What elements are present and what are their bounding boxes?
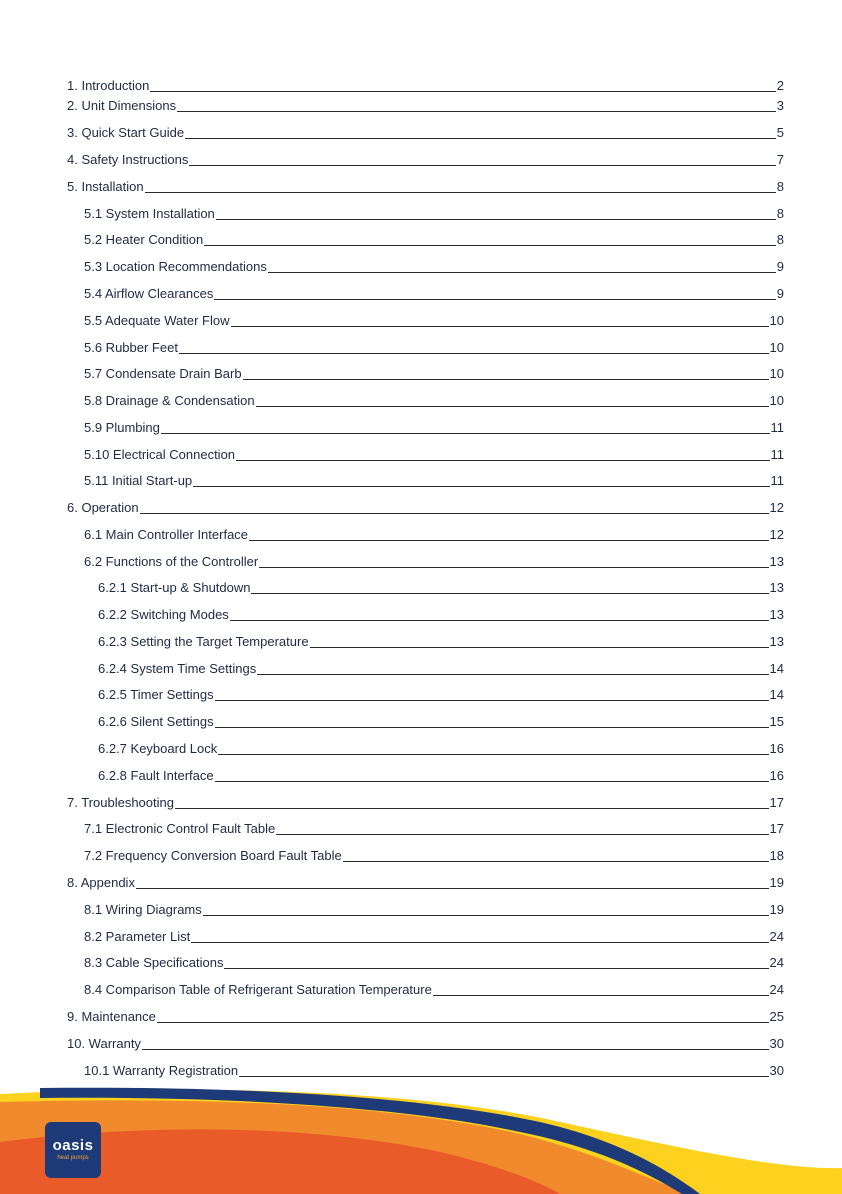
toc-entry-title: 6. Operation: [67, 500, 139, 515]
toc-entry-page: 16: [769, 768, 784, 783]
toc-entry-title: 6.2.1 Start-up & Shutdown: [98, 580, 251, 595]
toc-entry-page: 24: [769, 982, 784, 997]
toc-entry-title: 9. Maintenance: [67, 1009, 156, 1024]
toc-leader-line: [191, 942, 768, 943]
toc-entry-title: 6.2.5 Timer Settings: [98, 687, 214, 702]
toc-leader-line: [179, 353, 769, 354]
toc-entry-title: 6.2 Functions of the Controller: [84, 554, 259, 569]
toc-entry-title: 7. Troubleshooting: [67, 795, 174, 810]
toc-entry-page: 3: [776, 98, 784, 113]
toc-leader-line: [175, 808, 769, 809]
toc-leader-line: [268, 272, 776, 273]
toc-entry-page: 8: [776, 232, 784, 247]
toc-entry[interactable]: [84, 365, 784, 381]
toc-leader-line: [215, 727, 769, 728]
logo-sub-text: heat pumps: [57, 1155, 89, 1161]
toc-entry[interactable]: [84, 847, 784, 863]
toc-entry[interactable]: [84, 981, 784, 997]
toc-leader-line: [142, 1049, 769, 1050]
toc-entry-page: 13: [769, 580, 784, 595]
toc-entry-page: 30: [769, 1036, 784, 1051]
toc-leader-line: [215, 700, 769, 701]
toc-entry-page: 8: [776, 179, 784, 194]
toc-entry-page: 11: [770, 447, 784, 462]
toc-entry-title: 6.2.6 Silent Settings: [98, 714, 214, 729]
toc-entry[interactable]: [98, 713, 784, 729]
toc-entry-page: 10: [769, 313, 784, 328]
toc-entry-title: 4. Safety Instructions: [67, 152, 189, 167]
toc-entry[interactable]: [84, 258, 784, 274]
toc-leader-line: [140, 513, 769, 514]
toc-entry[interactable]: [84, 285, 784, 301]
toc-entry-title: 8. Appendix: [67, 875, 135, 890]
toc-leader-line: [203, 915, 769, 916]
toc-entry-page: 25: [769, 1009, 784, 1024]
toc-entry[interactable]: [98, 740, 784, 756]
toc-entry[interactable]: [84, 472, 784, 488]
toc-entry-title: 5.6 Rubber Feet: [84, 340, 178, 355]
toc-entry-page: 13: [769, 607, 784, 622]
toc-entry-page: 17: [769, 821, 784, 836]
toc-entry[interactable]: [84, 392, 784, 408]
toc-entry-page: 12: [769, 527, 784, 542]
toc-leader-line: [433, 995, 769, 996]
toc-entry-page: 10: [769, 366, 784, 381]
toc-leader-line: [189, 165, 775, 166]
toc-entry-page: 10: [769, 340, 784, 355]
toc-entry[interactable]: [98, 686, 784, 702]
toc-entry-page: 10: [769, 393, 784, 408]
toc-entry-page: 11: [770, 473, 784, 488]
toc-entry-page: 16: [769, 741, 784, 756]
toc-entry-title: 8.4 Comparison Table of Refrigerant Saturation Temperature: [84, 982, 432, 997]
toc-entry[interactable]: [67, 794, 784, 810]
toc-entry[interactable]: [98, 633, 784, 649]
toc-entry-title: 5.1 System Installation: [84, 206, 215, 221]
toc-entry-page: 18: [769, 848, 784, 863]
toc-entry-title: 5.5 Adequate Water Flow: [84, 313, 230, 328]
toc-entry-title: 5.2 Heater Condition: [84, 232, 204, 247]
toc-entry[interactable]: [84, 312, 784, 328]
toc-entry-page: 7: [776, 152, 784, 167]
toc-leader-line: [310, 647, 769, 648]
toc-entry[interactable]: [84, 339, 784, 355]
toc-leader-line: [343, 861, 769, 862]
toc-leader-line: [177, 111, 776, 112]
toc-entry-page: 19: [769, 875, 784, 890]
toc-entry-title: 6.2.8 Fault Interface: [98, 768, 214, 783]
toc-entry-title: 5.10 Electrical Connection: [84, 447, 236, 462]
toc-entry-page: 9: [776, 286, 784, 301]
toc-leader-line: [161, 433, 770, 434]
toc-entry-page: 24: [769, 955, 784, 970]
toc-entry-title: 6.1 Main Controller Interface: [84, 527, 249, 542]
toc-leader-line: [251, 593, 768, 594]
footer-wave: [0, 1082, 842, 1194]
toc-leader-line: [218, 754, 768, 755]
toc-entry-page: 13: [769, 634, 784, 649]
toc-leader-line: [256, 406, 769, 407]
toc-entry-page: 13: [769, 554, 784, 569]
toc-entry[interactable]: [84, 231, 784, 247]
oasis-logo: [45, 1122, 101, 1178]
toc-entry[interactable]: [67, 1035, 784, 1051]
toc-entry-title: 1. Introduction: [67, 78, 150, 93]
toc-entry-title: 6.2.2 Switching Modes: [98, 607, 229, 622]
toc-leader-line: [249, 540, 769, 541]
toc-entry[interactable]: [84, 446, 784, 462]
toc-leader-line: [216, 219, 776, 220]
toc-leader-line: [157, 1022, 769, 1023]
toc-entry-title: 5.4 Airflow Clearances: [84, 286, 214, 301]
toc-entry-title: 6.2.4 System Time Settings: [98, 661, 257, 676]
toc-leader-line: [276, 834, 768, 835]
toc-entry[interactable]: [67, 874, 784, 890]
toc-entry[interactable]: [98, 579, 784, 595]
toc-entry-page: 12: [769, 500, 784, 515]
logo-brand-text: oasis: [52, 1137, 94, 1154]
toc-leader-line: [136, 888, 769, 889]
toc-entry[interactable]: [67, 124, 784, 140]
toc-entry[interactable]: [84, 928, 784, 944]
toc-entry-page: 17: [769, 795, 784, 810]
toc-entry-page: 24: [769, 929, 784, 944]
toc-leader-line: [215, 781, 769, 782]
toc-leader-line: [236, 460, 769, 461]
toc-leader-line: [224, 968, 768, 969]
toc-leader-line: [214, 299, 775, 300]
toc-entry-page: 15: [769, 714, 784, 729]
toc-leader-line: [150, 91, 775, 92]
toc-entry-page: 30: [769, 1063, 784, 1078]
toc-entry[interactable]: [84, 526, 784, 542]
toc-entry-title: 8.2 Parameter List: [84, 929, 191, 944]
toc-entry-title: 10.1 Warranty Registration: [84, 1063, 239, 1078]
toc-entry-title: 7.2 Frequency Conversion Board Fault Table: [84, 848, 342, 863]
toc-entry[interactable]: [84, 901, 784, 917]
toc-leader-line: [259, 567, 768, 568]
toc-entry-title: 3. Quick Start Guide: [67, 125, 185, 140]
toc-leader-line: [257, 674, 768, 675]
toc-leader-line: [243, 379, 769, 380]
toc-entry-title: 6.2.3 Setting the Target Temperature: [98, 634, 309, 649]
toc-leader-line: [239, 1076, 768, 1077]
toc-entry[interactable]: [84, 820, 784, 836]
toc-entry[interactable]: [84, 205, 784, 221]
toc-entry-page: 5: [776, 125, 784, 140]
toc-entry-title: 5.3 Location Recommendations: [84, 259, 267, 274]
toc-entry-page: 11: [770, 420, 784, 435]
toc-entry[interactable]: [67, 1008, 784, 1024]
toc-entry[interactable]: [98, 767, 784, 783]
toc-entry[interactable]: [67, 97, 784, 113]
toc-leader-line: [230, 620, 769, 621]
toc-entry-page: 8: [776, 206, 784, 221]
toc-entry-page: 14: [769, 687, 784, 702]
toc-entry-title: 7.1 Electronic Control Fault Table: [84, 821, 276, 836]
toc-leader-line: [185, 138, 776, 139]
toc-leader-line: [193, 486, 769, 487]
toc-entry-title: 5.8 Drainage & Condensation: [84, 393, 255, 408]
toc-entry-title: 8.1 Wiring Diagrams: [84, 902, 202, 917]
toc-entry-title: 6.2.7 Keyboard Lock: [98, 741, 218, 756]
toc-entry[interactable]: [84, 1062, 784, 1078]
toc-entry-title: 2. Unit Dimensions: [67, 98, 177, 113]
toc-entry-page: 19: [769, 902, 784, 917]
toc-entry-page: 9: [776, 259, 784, 274]
toc-entry[interactable]: [67, 178, 784, 194]
toc-entry[interactable]: [67, 77, 784, 93]
toc-entry[interactable]: [98, 606, 784, 622]
toc-entry[interactable]: [98, 660, 784, 676]
toc-entry-title: 10. Warranty: [67, 1036, 141, 1051]
toc-entry-page: 14: [769, 661, 784, 676]
toc-entry-title: 5.9 Plumbing: [84, 420, 160, 435]
toc-leader-line: [231, 326, 769, 327]
toc-entry[interactable]: [67, 499, 784, 515]
toc-entry-title: 5.11 Initial Start-up: [84, 473, 193, 488]
toc-entry-title: 5.7 Condensate Drain Barb: [84, 366, 242, 381]
toc-entry[interactable]: [84, 419, 784, 435]
toc-leader-line: [204, 245, 776, 246]
toc-entry-title: 8.3 Cable Specifications: [84, 955, 224, 970]
toc-entry-title: 5. Installation: [67, 179, 144, 194]
toc-entry[interactable]: [67, 151, 784, 167]
toc-leader-line: [145, 192, 776, 193]
toc-entry[interactable]: [84, 553, 784, 569]
toc-entry-page: 2: [776, 78, 784, 93]
toc-entry[interactable]: [84, 954, 784, 970]
